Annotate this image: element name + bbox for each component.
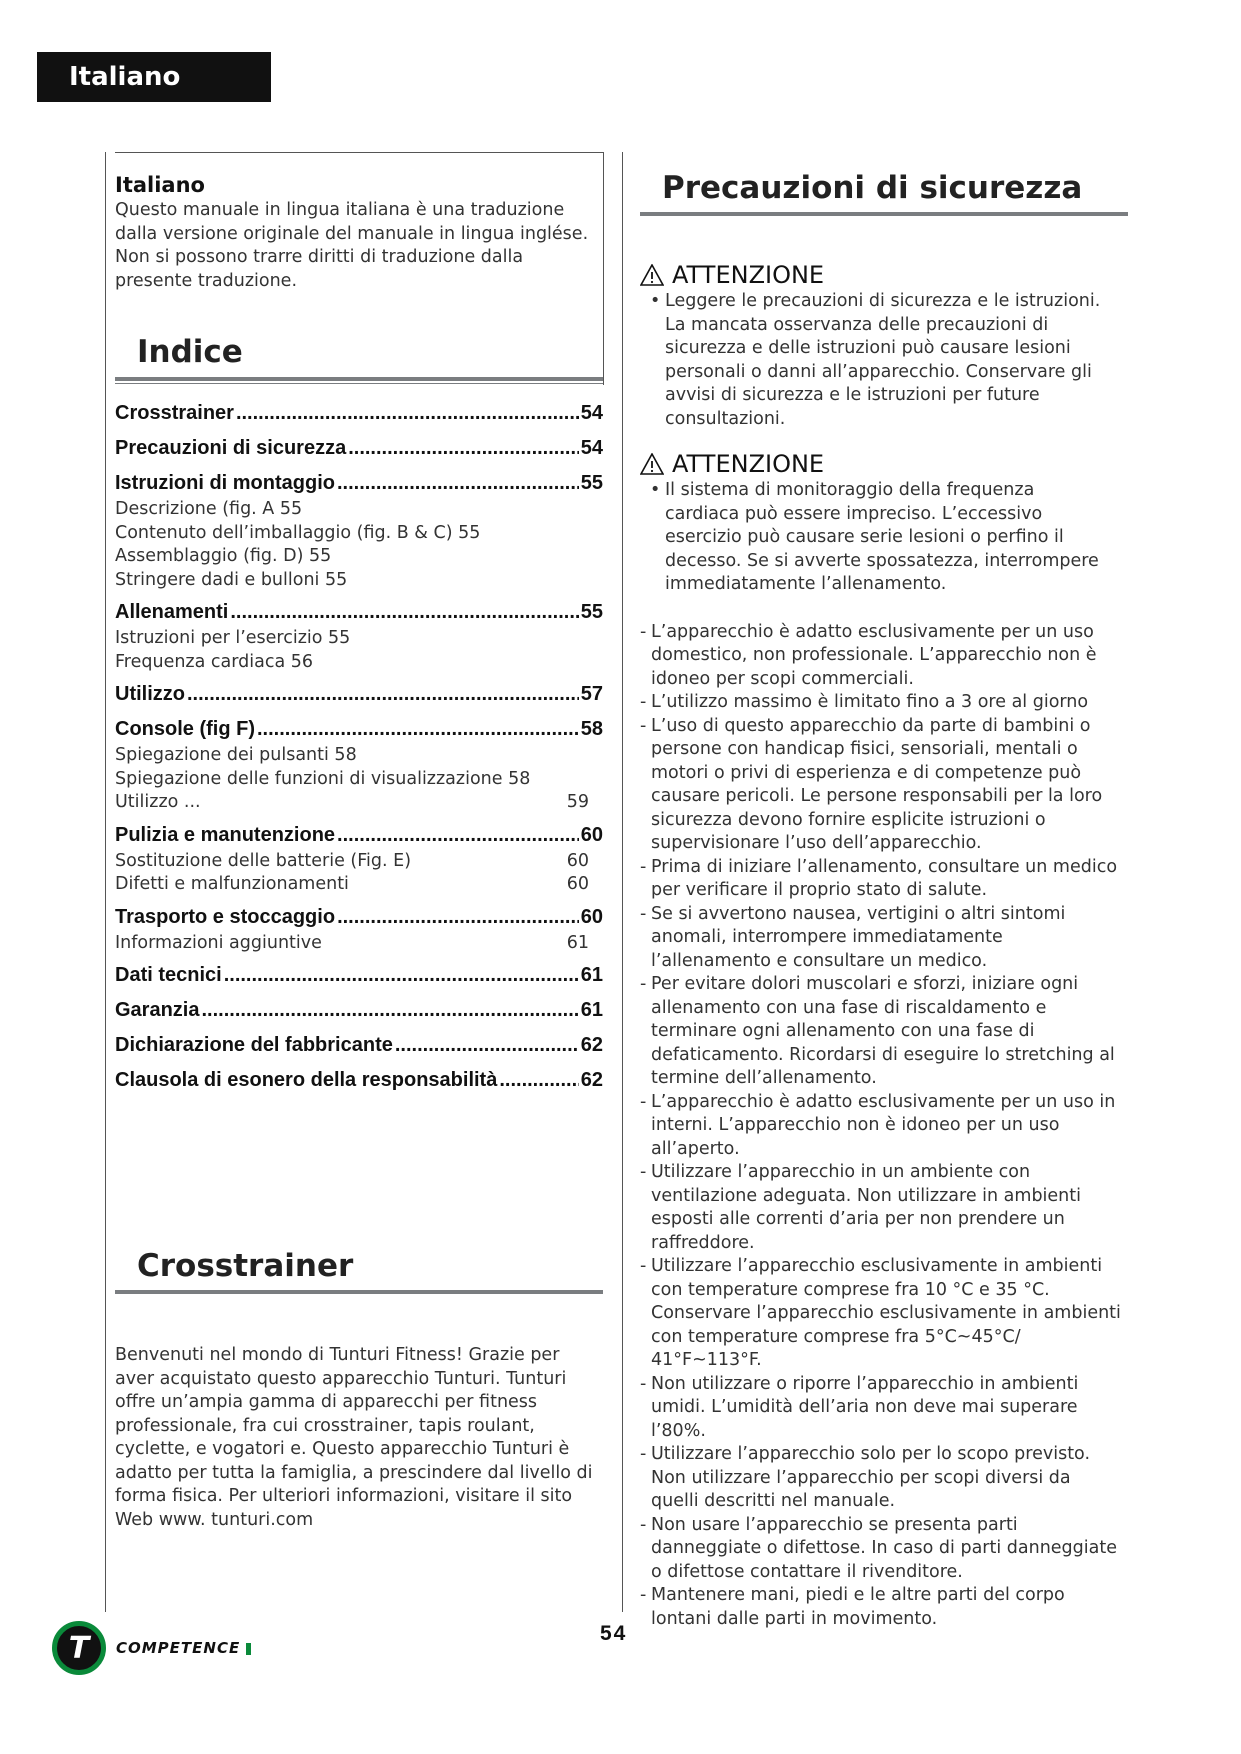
toc-entry-label: Pulizia e manutenzione [115,823,336,846]
logo-text [116,1639,251,1657]
toc-leader-dots [337,824,579,847]
safety-rule [640,715,1121,856]
toc-entry-label: Console (fig F) [115,718,255,740]
toc-group [115,683,603,709]
toc-group [115,999,603,1025]
warnings [640,260,1130,597]
toc-entry-label: Dati tecnici [115,964,222,986]
dash-icon: - [640,692,647,712]
toc-subentry[interactable] [115,850,589,874]
toc-leader-dots [201,999,578,1022]
toc-entry-label: Istruzioni di montaggio [115,472,335,494]
toc-entry-page: 54 [580,437,603,459]
toc-header [115,330,603,384]
warning-heading-text: ATTENZIONE [672,261,825,289]
toc-entry[interactable] [115,999,603,1025]
safety-rule [640,1161,1121,1255]
toc-leader-dots [236,402,579,425]
toc-group [115,964,603,990]
toc-entry-label: Utilizzo [115,683,185,705]
toc-subentry-label: Spiegazione delle funzioni di visualizzazione 58 [115,768,531,789]
toc-entry-label: Trasporto e stoccaggio [115,905,336,928]
brand-logo [52,1618,251,1678]
toc-entry-page: 60 [580,905,603,928]
toc-entry[interactable] [115,683,603,709]
toc-subentry[interactable] [115,569,589,593]
toc-subentry-label: Informazioni aggiuntive [115,932,322,953]
toc-leader-dots [499,1069,578,1092]
left-column-border [105,152,106,1612]
warning-heading-text: ATTENZIONE [672,450,825,478]
warning-heading [640,449,1130,479]
warning-heading [640,260,1130,290]
safety-rule [640,1091,1121,1162]
toc-subentry-label: Utilizzo ... [115,792,201,812]
warning-text [640,479,1105,597]
safety-rule [640,1255,1121,1373]
toc-subentry-label: Descrizione (fig. A 55 [115,499,303,519]
safety-rule-text: Prima di iniziare l’allenamento, consultare un medico per verificare il proprio stato di salute. [651,856,1118,900]
toc-title-rule-thin [115,383,603,384]
toc-entry-label: Clausola di esonero della responsabilità [115,1069,498,1091]
intro-title: Italiano [115,173,205,197]
toc-subentry[interactable] [115,651,589,675]
crosstrainer-section [115,1244,603,1532]
toc-group [115,472,603,592]
toc-group [115,402,603,428]
safety-rule-text: L’apparecchio è adatto esclusivamente per un uso in interni. L’apparecchio non è idoneo per un uso all’aperto. [651,1091,1116,1159]
toc-leader-dots [337,472,579,495]
tunturi-logo-icon: T [52,1621,106,1675]
dash-icon: - [640,621,647,642]
toc-subentry[interactable] [115,873,589,897]
toc-entry-page: 61 [580,964,603,986]
toc-entry-page: 54 [580,402,603,424]
toc-entry[interactable] [115,718,603,744]
toc-entry[interactable] [115,1069,603,1095]
safety-rule [640,1443,1121,1514]
safety-rule [640,973,1121,1091]
table-of-contents [115,402,603,1104]
toc-group [115,1069,603,1095]
bullet-icon: • [650,480,661,500]
crosstrainer-text: Benvenuti nel mondo di Tunturi Fitness! Grazie per aver acquistato questo apparecchio Tunturi. Tunturi offre un’ampia gamma di apparecchi per fitness professionale, fra cui crosstrainer, tapis roulant, cyclette, e vogatori e. Questo apparecchio Tunturi è adatto per tutta la famiglia, a prescindere dal livello di forma fisica. Per ulteriori informazioni, visitare il sito Web www. tunturi.com [115,1345,593,1530]
dash-icon: - [640,974,647,994]
toc-leader-dots [395,1034,579,1057]
dash-icon: - [640,1514,647,1535]
toc-entry[interactable] [115,601,603,627]
safety-rule [640,621,1121,692]
logo-accent-bar [246,1643,251,1655]
logo-wordmark: COMPETENCE [116,1639,241,1657]
safety-title-rule [640,212,1128,216]
warning-block [640,260,1130,431]
safety-rule [640,1514,1121,1585]
toc-subentry-label: Assemblaggio (fig. D) 55 [115,546,332,566]
crosstrainer-title-rule [115,1290,603,1294]
dash-icon: - [640,1091,647,1112]
safety-rule-text: L’apparecchio è adatto esclusivamente per un uso domestico, non professionale. L’apparecchio non è idoneo per scopi commerciali. [651,621,1097,689]
safety-rule-text: Non utilizzare o riporre l’apparecchio in ambienti umidi. L’umidità dell’aria non deve mai superare l’80%. [651,1373,1079,1441]
toc-subentry-label: Frequenza cardiaca 56 [115,651,314,672]
warning-text-body: Il sistema di monitoraggio della frequenza cardiaca può essere impreciso. L’eccessivo esercizio può causare serie lesioni o perfino il decesso. Se si avverte spossatezza, interrompere immediatamente l’allenamento. [665,480,1099,594]
safety-rule-text: Non usare l’apparecchio se presenta parti danneggiate o difettose. In caso di parti danneggiate o difettose contattare il rivenditore. [651,1514,1117,1582]
toc-subentry[interactable] [115,522,589,546]
toc-group [115,601,603,674]
toc-leader-dots [337,906,579,929]
toc-leader-dots [348,437,579,460]
dash-icon: - [640,1444,647,1464]
toc-entry-page: 62 [580,1069,603,1091]
safety-rule-text: Utilizzare l’apparecchio in un ambiente con ventilazione adeguata. Non utilizzare in ambienti esposti alle correnti d’aria per non prendere un raffreddore. [651,1162,1081,1253]
dash-icon: - [640,715,647,736]
safety-rule-text: L’utilizzo massimo è limitato fino a 3 ore al giorno [651,692,1089,712]
toc-subentry[interactable] [115,932,589,956]
warning-triangle-icon [640,264,664,286]
toc-subentry[interactable] [115,545,589,569]
dash-icon: - [640,1585,647,1605]
toc-entry[interactable] [115,824,603,850]
intro-text: Questo manuale in lingua italiana è una traduzione dalla versione originale del manuale in lingua inglése. Non si possono trarre diritti di traduzione dalla presente traduzione. [115,200,589,291]
toc-subentry[interactable] [115,744,589,768]
safety-rule-text: Se si avvertono nausea, vertigini o altri sintomi anomali, interrompere immediatamente l’allenamento e consultare un medico. [651,903,1066,971]
toc-entry-page: 62 [580,1034,603,1056]
toc-entry-label: Precauzioni di sicurezza [115,437,347,459]
bullet-icon: • [650,291,661,311]
toc-subentry[interactable] [115,627,589,651]
toc-subentry[interactable] [115,791,589,815]
dash-icon: - [640,856,647,877]
toc-subentry-page: 61 [566,932,589,953]
safety-rule [640,856,1121,903]
toc-entry-label: Garanzia [115,999,200,1021]
toc-group [115,437,603,463]
toc-subentry-label: Stringere dadi e bulloni 55 [115,569,348,590]
dash-icon: - [640,1256,647,1276]
warning-block [640,449,1130,597]
toc-subentry-page: 60 [566,874,589,894]
toc-subentry-label: Difetti e malfunzionamenti [115,874,349,894]
dash-icon: - [640,903,647,924]
safety-rule-text: Mantenere mani, piedi e le altre parti del corpo lontani dalle parti in movimento. [651,1585,1065,1629]
toc-subentry-label: Istruzioni per l’esercizio 55 [115,628,351,648]
column-divider [622,152,623,1612]
toc-group [115,906,603,956]
safety-rule-text: L’uso di questo apparecchio da parte di bambini o persone con handicap fisici, sensoriali, mentali o motori o privi di esperienza e di competenze può causare pericoli. Le persone responsabili per la loro sicurezza devono fornire esplicite istruzioni o supervisionare l’uso dell’apparecchio. [651,715,1103,853]
toc-entry[interactable] [115,1034,603,1060]
toc-entry-page: 60 [580,823,603,846]
safety-rules [640,621,1130,1632]
safety-rule [640,903,1121,974]
toc-entry[interactable] [115,437,603,463]
toc-entry-page: 57 [580,683,603,705]
toc-leader-dots [230,601,578,624]
toc-entry-page: 58 [580,718,603,740]
page-number: 54 [600,1622,628,1645]
toc-subentry-label: Contenuto dell’imballaggio (fig. B & C) 55 [115,522,481,543]
toc-subentry-label: Spiegazione dei pulsanti 58 [115,745,357,765]
toc-leader-dots [257,718,579,741]
warning-triangle-icon [640,453,664,475]
toc-subentry-page: 59 [566,792,589,812]
toc-entry[interactable] [115,402,603,428]
safety-title: Precauzioni di sicurezza [662,170,1083,206]
toc-leader-dots [187,683,579,706]
toc-title: Indice [137,334,243,370]
toc-entry-label: Crosstrainer [115,402,234,424]
crosstrainer-title: Crosstrainer [137,1248,354,1284]
dash-icon: - [640,1373,647,1394]
toc-group [115,1034,603,1060]
toc-entry-page: 55 [580,472,603,494]
toc-title-rule [115,377,603,381]
toc-entry-label: Allenamenti [115,601,229,623]
warning-text-body: Leggere le precauzioni di sicurezza e le istruzioni. La mancata osservanza delle precauzioni di sicurezza e delle istruzioni può causare lesioni personali o danni all’apparecchio. Conservare gli avvisi di sicurezza e le istruzioni per future consultazioni. [665,291,1101,429]
safety-rule [640,691,1121,715]
toc-entry[interactable] [115,906,603,932]
safety-rule [640,1584,1121,1631]
safety-rule-text: Utilizzare l’apparecchio solo per lo scopo previsto. Non utilizzare l’apparecchio per scopi diversi da quelli descritti nel manuale. [651,1444,1091,1511]
toc-entry-label: Dichiarazione del fabbricante [115,1034,393,1056]
safety-rule [640,1373,1121,1444]
language-tab: Italiano [37,52,271,102]
toc-subentry[interactable] [115,498,589,522]
toc-leader-dots [224,964,579,987]
dash-icon: - [640,1162,647,1182]
toc-subentry-label: Sostituzione delle batterie (Fig. E) [115,850,412,871]
toc-entry-page: 61 [580,999,603,1021]
safety-rule-text: Per evitare dolori muscolari e sforzi, iniziare ogni allenamento con una fase di riscaldamento e terminare ogni allenamento con una fase di defaticamento. Ricordarsi di eseguire lo stretching al termine dell’allenamento. [651,974,1115,1088]
toc-entry[interactable] [115,964,603,990]
right-column [640,168,1130,1631]
safety-rule-text: Utilizzare l’apparecchio esclusivamente in ambienti con temperature comprese fra 10 °C e 35 °C. Conservare l’apparecchio esclusivamente in ambienti con temperature comprese fra 5°C~45°C/ 41°F~113°F. [651,1256,1121,1370]
toc-entry-page: 55 [580,601,603,623]
toc-subentry[interactable] [115,768,589,792]
toc-entry[interactable] [115,472,603,498]
toc-subentry-page: 60 [566,850,589,871]
warning-text [640,290,1105,431]
toc-group [115,824,603,897]
toc-group [115,718,603,815]
